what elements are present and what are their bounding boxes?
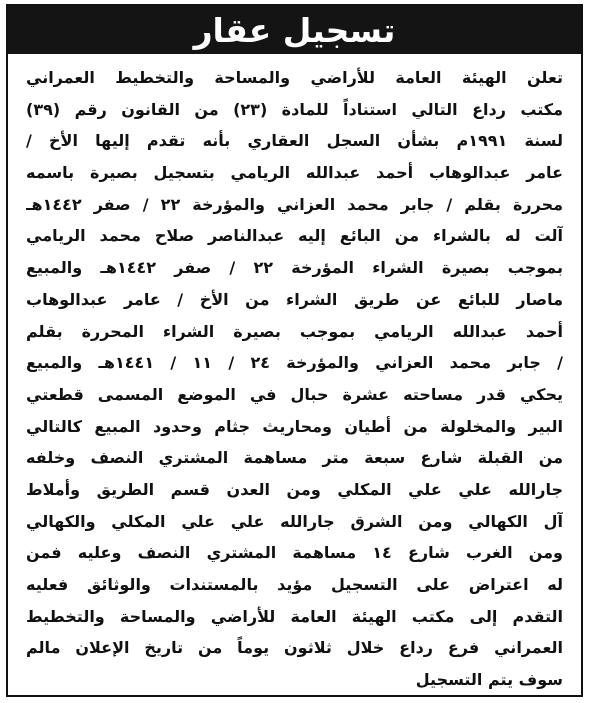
notice-line: التقدم إلى مكتب الهيئة العامة للأراضي والمساحة والتخطيط (26, 606, 563, 626)
notice-header (8, 6, 581, 54)
notice-body (26, 62, 563, 690)
notice-line: ماصار للبائع عن طريق الشراء من الأخ / عامر عبدالوهاب (26, 289, 563, 309)
notice-line-last: سوف يتم التسجيل (415, 670, 563, 690)
notice-line: آلت له بالشراء من البائع إليه عبدالناصر صلاح محمد الريامي (26, 226, 563, 246)
notice-line: لسنة ١٩٩١م بشأن السجل العقاري بأنه تقدم إليها الأخ / (26, 131, 563, 151)
notice-line: آل الكهالي ومن الشرق جارالله علي علي المكلي والكهالي (26, 511, 563, 531)
notice-line: البير والمخلولة من أطيان ومحاريث جثام وحدود المبيع كالتالي (26, 416, 563, 436)
legal-notice (6, 4, 583, 697)
notice-title: تسجيل عقار (193, 10, 396, 50)
notice-line: تعلن الهيئة العامة للأراضي والمساحة والتخطيط العمراني (26, 68, 563, 87)
notice-line: أحمد عبدالله الريامي بموجب بصيرة الشراء المحررة بقلم (26, 321, 563, 341)
notice-line: من القبلة شارع سبعة متر مساهمة المشتري النصف وخلفه (26, 448, 563, 468)
notice-line: بموجب بصيرة الشراء المؤرخة ٢٢ / صفر ١٤٤٢هـ والمبيع (26, 258, 563, 278)
notice-line: محررة بقلم / جابر محمد العزاني والمؤرخة ٢٢ / صفر ١٤٤٢هـ (26, 194, 563, 214)
notice-line: العمراني فرع رداع خلال ثلاثون يوماً من تاريخ الإعلان مالم (26, 638, 563, 658)
notice-line: مكتب رداع التالي استناداً للمادة (٢٣) من القانون رقم (٣٩) (26, 99, 563, 119)
notice-line: عامر عبدالوهاب أحمد عبدالله الريامي بتسجيل بصيرة باسمه (26, 163, 563, 183)
notice-line: يحكي قدر مساحته عشرة حبال في الموضع المسمى قطعتي (26, 384, 563, 404)
notice-line: ومن الغرب شارع ١٤ مساهمة المشتري النصف وعليه فمن (26, 543, 563, 563)
notice-line: له اعتراض على التسجيل مؤيد بالمستندات والوثائق فعليه (26, 575, 563, 594)
notice-line: جارالله علي علي المكلي ومن العدن قسم الطريق وأملاط (26, 479, 563, 499)
notice-line: / جابر محمد العزاني والمؤرخة ٢٤ / ١١ / ١٤٤١هـ والمبيع (26, 353, 563, 373)
